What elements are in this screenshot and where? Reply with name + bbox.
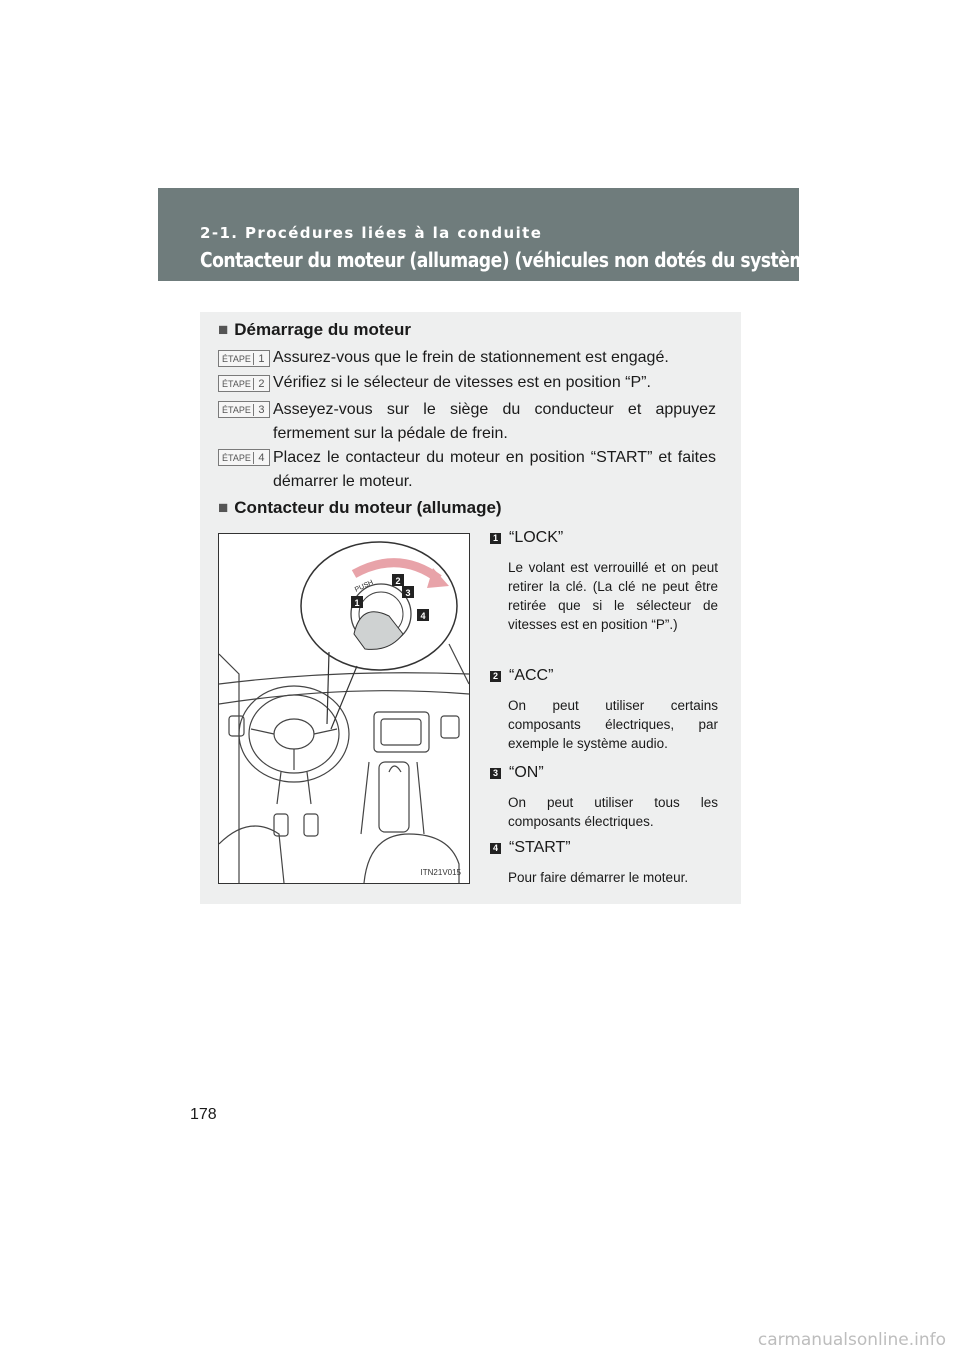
step-badge — [218, 401, 270, 418]
position-description: On peut utiliser certains composants électriques, par exemple le système audio. — [508, 698, 718, 751]
number-badge-icon: 3 — [490, 768, 501, 779]
start-section-heading — [218, 320, 411, 340]
dashboard-drawing — [219, 534, 469, 883]
content-panel — [200, 312, 741, 904]
step-text: Assurez-vous que le frein de stationnement est engagé. — [273, 349, 669, 366]
position-item — [490, 666, 718, 753]
figure-code: ITN21V015 — [420, 868, 461, 877]
chapter-title: Contacteur du moteur (allumage) (véhicules non dotés du système Smart key) — [200, 248, 925, 272]
step-badge — [218, 375, 270, 392]
ignition-illustration — [218, 533, 470, 884]
switch-section-heading — [218, 498, 502, 518]
position-item — [490, 763, 718, 831]
position-3-number: 3 — [405, 588, 411, 598]
step-number: 4 — [253, 452, 269, 464]
start-section-title: Démarrage du moteur — [234, 320, 411, 339]
step-label: ÉTAPE — [222, 353, 251, 364]
position-item — [490, 528, 718, 634]
number-badge-icon: 4 — [490, 843, 501, 854]
step-badge — [218, 350, 270, 367]
position-description: Le volant est verrouillé et on peut retirer la clé. (La clé ne peut être retirée que si le sélecteur de vitesses est en position “P”.) — [508, 560, 718, 632]
chapter-header — [158, 188, 925, 281]
position-description: On peut utiliser tous les composants électriques. — [508, 795, 718, 829]
position-name: “START” — [509, 839, 571, 856]
step-number: 2 — [253, 378, 269, 390]
push-label: PUSH — [353, 579, 375, 594]
square-bullet-icon: ■ — [218, 498, 229, 517]
position-name: “LOCK” — [509, 529, 564, 546]
position-4-number: 4 — [420, 611, 426, 621]
page-number: 178 — [190, 1106, 217, 1123]
step-label: ÉTAPE — [222, 378, 251, 389]
position-name: “ON” — [509, 764, 544, 781]
step-number: 1 — [253, 353, 269, 365]
position-1-number: 1 — [354, 598, 360, 608]
step-text: Asseyez-vous sur le siège du conducteur et appuyez fermement sur la pédale de frein. — [273, 401, 716, 442]
step-label: ÉTAPE — [222, 404, 251, 415]
section-label: 2-1. Procédures liées à la conduite — [200, 224, 543, 242]
number-badge-icon: 2 — [490, 671, 501, 682]
step-text: Placez le contacteur du moteur en position “START” et faites démarrer le moteur. — [273, 449, 716, 490]
position-description: Pour faire démarrer le moteur. — [508, 870, 689, 885]
step-text: Vérifiez si le sélecteur de vitesses est en position “P”. — [273, 374, 651, 391]
step-number: 3 — [253, 404, 269, 416]
position-item — [490, 838, 718, 887]
step-label: ÉTAPE — [222, 452, 251, 463]
number-badge-icon: 1 — [490, 533, 501, 544]
position-name: “ACC” — [509, 667, 554, 684]
position-2-number: 2 — [395, 576, 401, 586]
watermark: carmanualsonline.info — [757, 1330, 946, 1350]
switch-section-title: Contacteur du moteur (allumage) — [234, 498, 502, 517]
square-bullet-icon: ■ — [218, 320, 229, 339]
step-badge — [218, 449, 270, 466]
